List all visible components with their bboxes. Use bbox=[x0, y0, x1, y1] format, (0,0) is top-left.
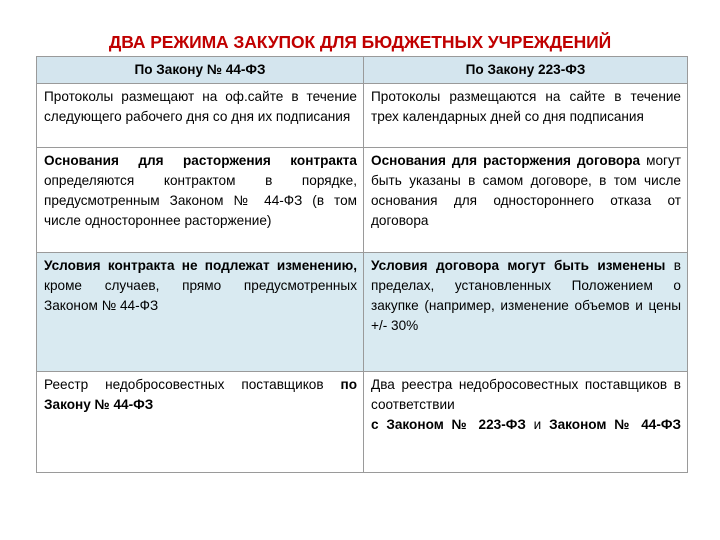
cell-termination-223 bbox=[364, 148, 688, 253]
cell-text: Два реестра недобросовестных поставщиков в соответствии bbox=[371, 377, 681, 412]
cell-text: и bbox=[525, 417, 550, 432]
cell-text: Протоколы размещают на оф.сайте в течение следующего рабочего дня со дня их подписания bbox=[44, 89, 357, 124]
cell-text: определяются контрактом в порядке, предусмотренным Законом № 44-ФЗ (в том числе одностороннее расторжение) bbox=[44, 173, 357, 228]
cell-bold-text: Основания для расторжения контракта bbox=[44, 153, 357, 168]
cell-protocols-44 bbox=[37, 84, 364, 148]
cell-text: Реестр недобросовестных поставщиков bbox=[44, 377, 341, 392]
cell-law-line bbox=[371, 415, 681, 435]
cell-conditions-223 bbox=[364, 253, 688, 372]
cell-text: Протоколы размещаются на сайте в течение трех календарных дней со дня подписания bbox=[371, 89, 681, 124]
cell-termination-44 bbox=[37, 148, 364, 253]
table-row bbox=[37, 84, 688, 148]
cell-bold-text: Условия контракта не подлежат изменению, bbox=[44, 258, 357, 273]
table-row bbox=[37, 253, 688, 372]
cell-bold-text: Условия договора могут быть изменены bbox=[371, 258, 666, 273]
cell-bold-text: по Закону № 44-ФЗ bbox=[44, 377, 357, 412]
cell-bold-text: Законом № 44-ФЗ bbox=[549, 417, 681, 432]
header-law-44: По Закону № 44-ФЗ bbox=[37, 57, 364, 84]
cell-bold-text: с Законом № 223-ФЗ bbox=[371, 417, 526, 432]
table-row bbox=[37, 148, 688, 253]
cell-bold-text: Основания для расторжения договора bbox=[371, 153, 641, 168]
page-title: ДВА РЕЖИМА ЗАКУПОК ДЛЯ БЮДЖЕТНЫХ УЧРЕЖДЕНИЙ bbox=[108, 32, 612, 52]
cell-text: в пределах, установленных Положением о закупке (например, изменение объемов и цены +/- 30% bbox=[371, 258, 681, 333]
cell-protocols-223 bbox=[364, 84, 688, 148]
table-row bbox=[37, 372, 688, 473]
header-law-223: По Закону 223-ФЗ bbox=[364, 57, 688, 84]
cell-registry-44 bbox=[37, 372, 364, 473]
cell-conditions-44 bbox=[37, 253, 364, 372]
cell-text: могут быть указаны в самом договоре, в том числе основания для одностороннего отказа от договора bbox=[371, 153, 681, 228]
cell-text: кроме случаев, прямо предусмотренных Законом № 44-ФЗ bbox=[44, 278, 357, 313]
comparison-table bbox=[36, 56, 688, 473]
table-header-row bbox=[37, 57, 688, 84]
cell-registry-223 bbox=[364, 372, 688, 473]
